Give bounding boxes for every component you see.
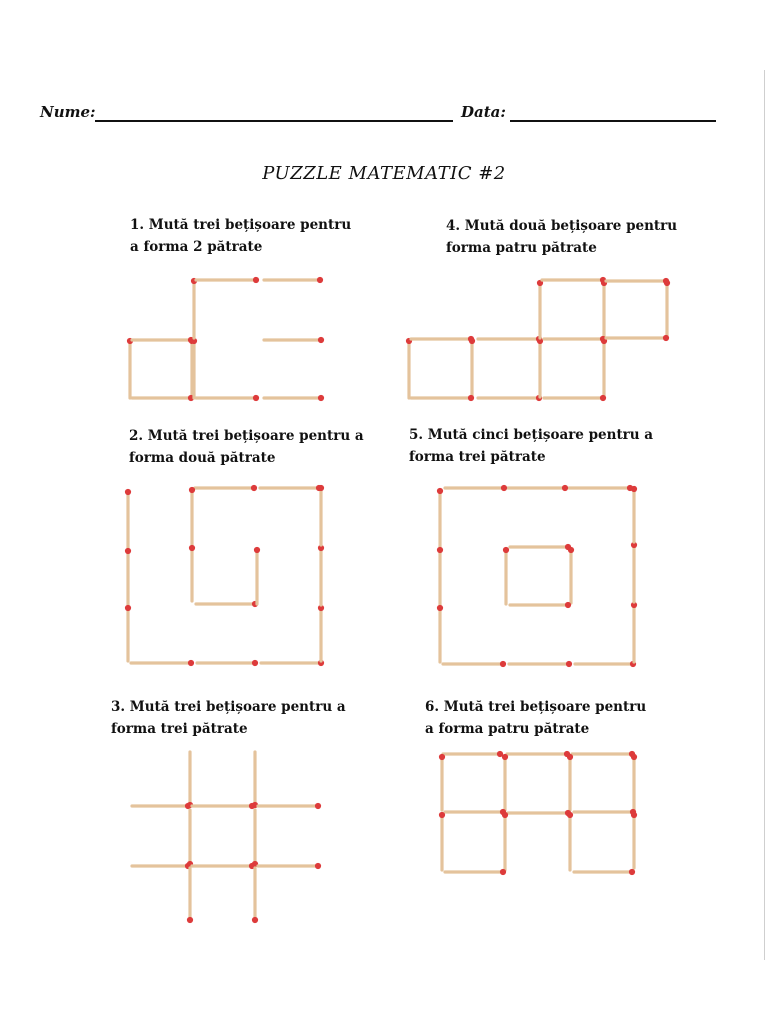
puzzle-5-figure bbox=[437, 485, 637, 667]
matchstick-head bbox=[437, 605, 443, 611]
matchstick-head bbox=[185, 803, 191, 809]
puzzle-6-line-2: a forma patru pătrate bbox=[425, 721, 590, 737]
matchstick-head bbox=[468, 395, 474, 401]
matchstick-head bbox=[125, 489, 131, 495]
matchstick-head bbox=[251, 485, 257, 491]
matchstick-head bbox=[567, 754, 573, 760]
puzzle-4-figure bbox=[406, 277, 670, 401]
matchstick-head bbox=[627, 485, 633, 491]
matchstick-head bbox=[318, 337, 324, 343]
matchstick-head bbox=[437, 488, 443, 494]
puzzle-3-line-1: 3. Mută trei bețișoare pentru a bbox=[111, 699, 346, 715]
puzzle-6-figure bbox=[439, 751, 637, 875]
puzzle-1-line-1: 1. Mută trei bețișoare pentru bbox=[130, 217, 352, 233]
puzzle-2-line-2: forma două pătrate bbox=[129, 450, 276, 466]
matchstick-head bbox=[565, 602, 571, 608]
matchstick-head bbox=[439, 812, 445, 818]
matchstick-head bbox=[629, 869, 635, 875]
matchstick-head bbox=[187, 917, 193, 923]
matchstick-head bbox=[125, 605, 131, 611]
matchstick-head bbox=[502, 754, 508, 760]
matchstick-head bbox=[189, 487, 195, 493]
matchstick-head bbox=[500, 661, 506, 667]
puzzle-1-figure bbox=[127, 277, 324, 401]
matchstick-head bbox=[315, 803, 321, 809]
matchstick-head bbox=[252, 660, 258, 666]
matchstick-head bbox=[316, 485, 322, 491]
matchstick-head bbox=[469, 338, 475, 344]
matchstick-head bbox=[125, 548, 131, 554]
matchstick-head bbox=[439, 754, 445, 760]
matchstick-head bbox=[189, 545, 195, 551]
matchstick-head bbox=[663, 335, 669, 341]
matchstick-head bbox=[500, 869, 506, 875]
matchstick-head bbox=[600, 395, 606, 401]
matchstick-head bbox=[249, 803, 255, 809]
matchstick-head bbox=[631, 812, 637, 818]
matchstick-head bbox=[664, 280, 670, 286]
matchstick-head bbox=[188, 660, 194, 666]
matchstick-head bbox=[631, 754, 637, 760]
matchstick-head bbox=[253, 277, 259, 283]
puzzle-5-line-1: 5. Mută cinci bețișoare pentru a bbox=[409, 427, 654, 443]
matchstick-head bbox=[568, 547, 574, 553]
puzzle-4-line-1: 4. Mută două bețișoare pentru bbox=[446, 218, 678, 234]
puzzle-1-line-2: a forma 2 pătrate bbox=[130, 239, 263, 255]
matchstick-head bbox=[567, 812, 573, 818]
matchstick-head bbox=[252, 917, 258, 923]
puzzle-6-line-1: 6. Mută trei bețișoare pentru bbox=[425, 699, 647, 715]
matchstick-head bbox=[253, 395, 259, 401]
puzzle-2-line-1: 2. Mută trei bețișoare pentru a bbox=[129, 428, 364, 444]
matchstick-head bbox=[318, 395, 324, 401]
puzzle-5-line-2: forma trei pătrate bbox=[409, 449, 546, 465]
matchstick-head bbox=[503, 547, 509, 553]
matchstick-head bbox=[317, 277, 323, 283]
puzzle-4-line-2: forma patru pătrate bbox=[446, 240, 597, 256]
page-title: PUZZLE MATEMATIC #2 bbox=[262, 163, 506, 184]
matchstick-head bbox=[315, 863, 321, 869]
matchstick-head bbox=[501, 485, 507, 491]
matchstick-head bbox=[254, 547, 260, 553]
puzzle-2-figure bbox=[125, 485, 324, 666]
name-label: Nume: bbox=[40, 103, 96, 121]
puzzle-3-line-2: forma trei pătrate bbox=[111, 721, 248, 737]
matchstick-head bbox=[502, 812, 508, 818]
matchstick-head bbox=[562, 485, 568, 491]
date-label: Data: bbox=[461, 103, 506, 121]
puzzle-3-figure bbox=[132, 752, 321, 923]
matchstick-head bbox=[437, 547, 443, 553]
matchstick-head bbox=[566, 661, 572, 667]
